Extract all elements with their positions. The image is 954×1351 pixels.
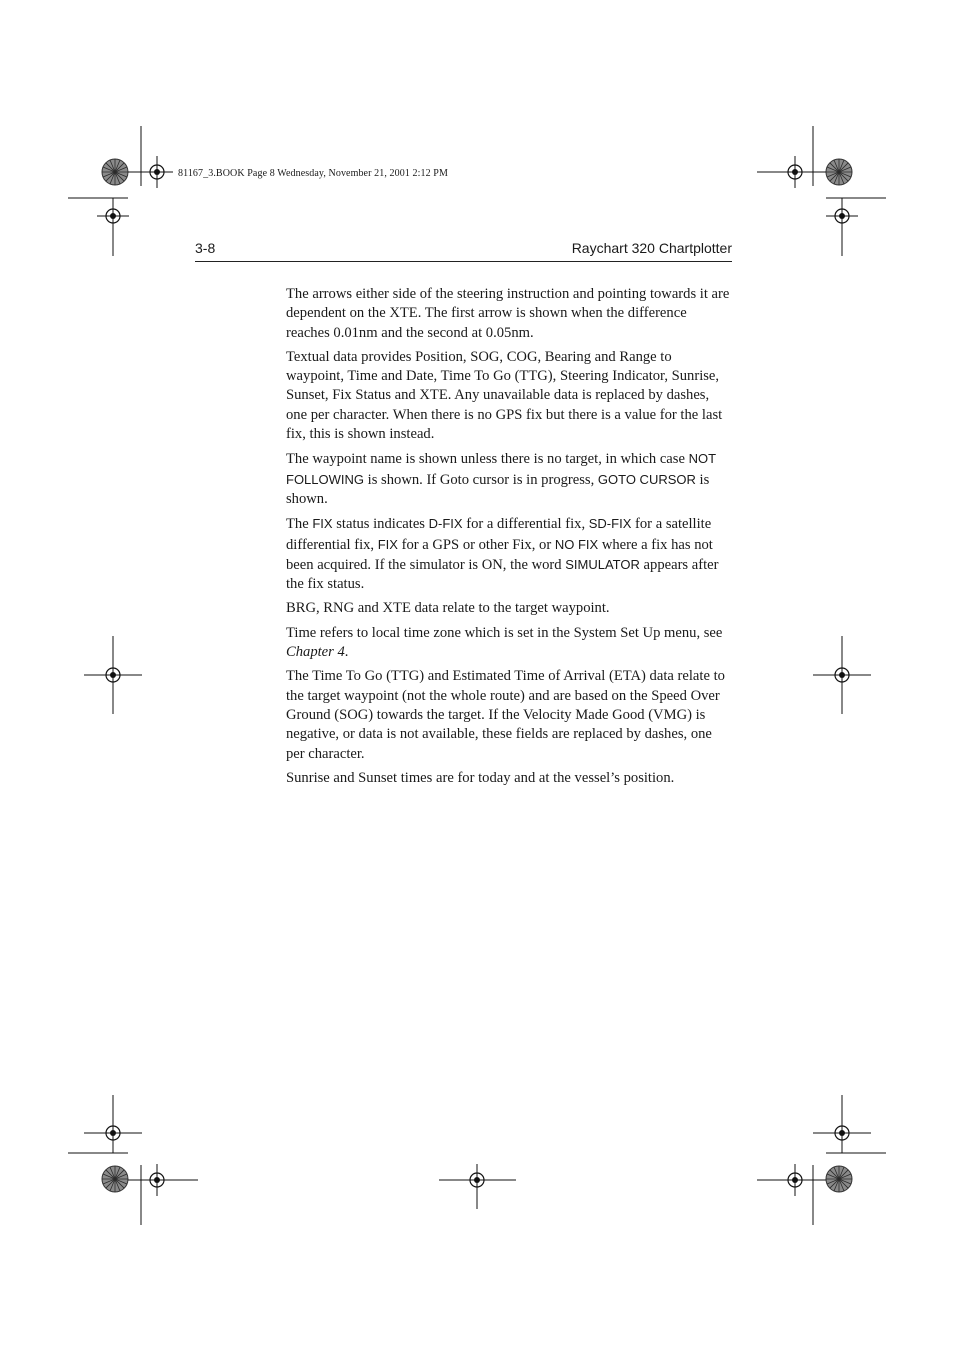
running-title: Raychart 320 Chartplotter <box>571 240 732 256</box>
registration-mark-icon <box>826 659 858 691</box>
text-run: for a satellite differential fix, <box>286 516 712 553</box>
text-run: is shown. <box>286 471 710 507</box>
paragraph: The Time To Go (TTG) and Estimated Time of Arrival (ETA) data relate to the target waypoint (not the whole route) and are based on the Speed Over Ground (SOG) towards the target. If the Velocity Made Good (VMG) is negative, or data is not available, these fields are replaced by dashes, one per character. <box>286 668 725 762</box>
star-target-icon <box>826 1166 852 1192</box>
paragraph: The arrows either side of the steering instruction and pointing towards it are dependent on the XTE. The first arrow is shown when the difference reaches 0.01nm and the second at 0.05nm. <box>286 286 730 341</box>
paragraph <box>286 449 732 509</box>
print-info: 81167_3.BOOK Page 8 Wednesday, November 21, 2001 2:12 PM <box>178 168 448 179</box>
registration-mark-icon <box>97 200 129 232</box>
star-target-icon <box>102 159 128 185</box>
registration-mark-icon <box>826 1117 858 1149</box>
text-run: The waypoint name is shown unless there is no target, in which case <box>286 451 689 468</box>
display-keyword: FIX <box>377 536 398 552</box>
page-number: 3-8 <box>195 240 216 256</box>
registration-mark-icon <box>779 1164 811 1196</box>
paragraph <box>286 624 732 663</box>
registration-mark-icon <box>141 156 173 188</box>
registration-mark-icon <box>826 200 858 232</box>
chapter-reference: Chapter 4 <box>286 644 345 661</box>
page-header <box>195 240 732 262</box>
paragraph: BRG, RNG and XTE data relate to the target waypoint. <box>286 600 610 617</box>
paragraph: Textual data provides Position, SOG, COG, Bearing and Range to waypoint, Time and Date, Time To Go (TTG), Steering Indicator, Sunrise, Sunset, Fix Status and XTE. Any unavailable data is replaced by dashes, one per character. When there is no GPS fix but there is a value for the last fix, this is shown instead. <box>286 348 723 443</box>
text-run: appears after the fix status. <box>286 556 719 593</box>
paragraph: Sunrise and Sunset times are for today and at the vessel’s position. <box>286 769 675 786</box>
text-run: . <box>344 644 349 661</box>
text-run: is shown. If Goto cursor is in progress, <box>364 471 598 488</box>
display-keyword: SIMULATOR <box>565 556 640 572</box>
star-target-icon <box>826 159 852 185</box>
text-run: status indicates <box>332 516 429 533</box>
registration-mark-icon <box>97 659 129 691</box>
text-run: where a fix has not been acquired. If the simulator is ON, the word <box>286 536 713 573</box>
text-run: The <box>286 516 313 533</box>
text-run: for a GPS or other Fix, or <box>397 536 555 553</box>
display-keyword: FIX <box>312 516 333 532</box>
text-run: Time refers to local time zone which is set in the System Set Up menu, see <box>286 624 723 641</box>
body-text <box>286 285 732 793</box>
display-keyword: NO FIX <box>554 536 599 552</box>
display-keyword: NOT FOLLOWING <box>286 451 716 487</box>
paragraph <box>286 514 732 594</box>
registration-mark-icon <box>141 1164 173 1196</box>
registration-mark-icon <box>461 1164 493 1196</box>
registration-mark-icon <box>97 1117 129 1149</box>
star-target-icon <box>102 1166 128 1192</box>
display-keyword: D-FIX <box>428 516 463 532</box>
display-keyword: GOTO CURSOR <box>597 471 696 487</box>
registration-mark-icon <box>779 156 811 188</box>
display-keyword: SD-FIX <box>588 516 632 532</box>
text-run: for a differential fix, <box>462 516 589 533</box>
